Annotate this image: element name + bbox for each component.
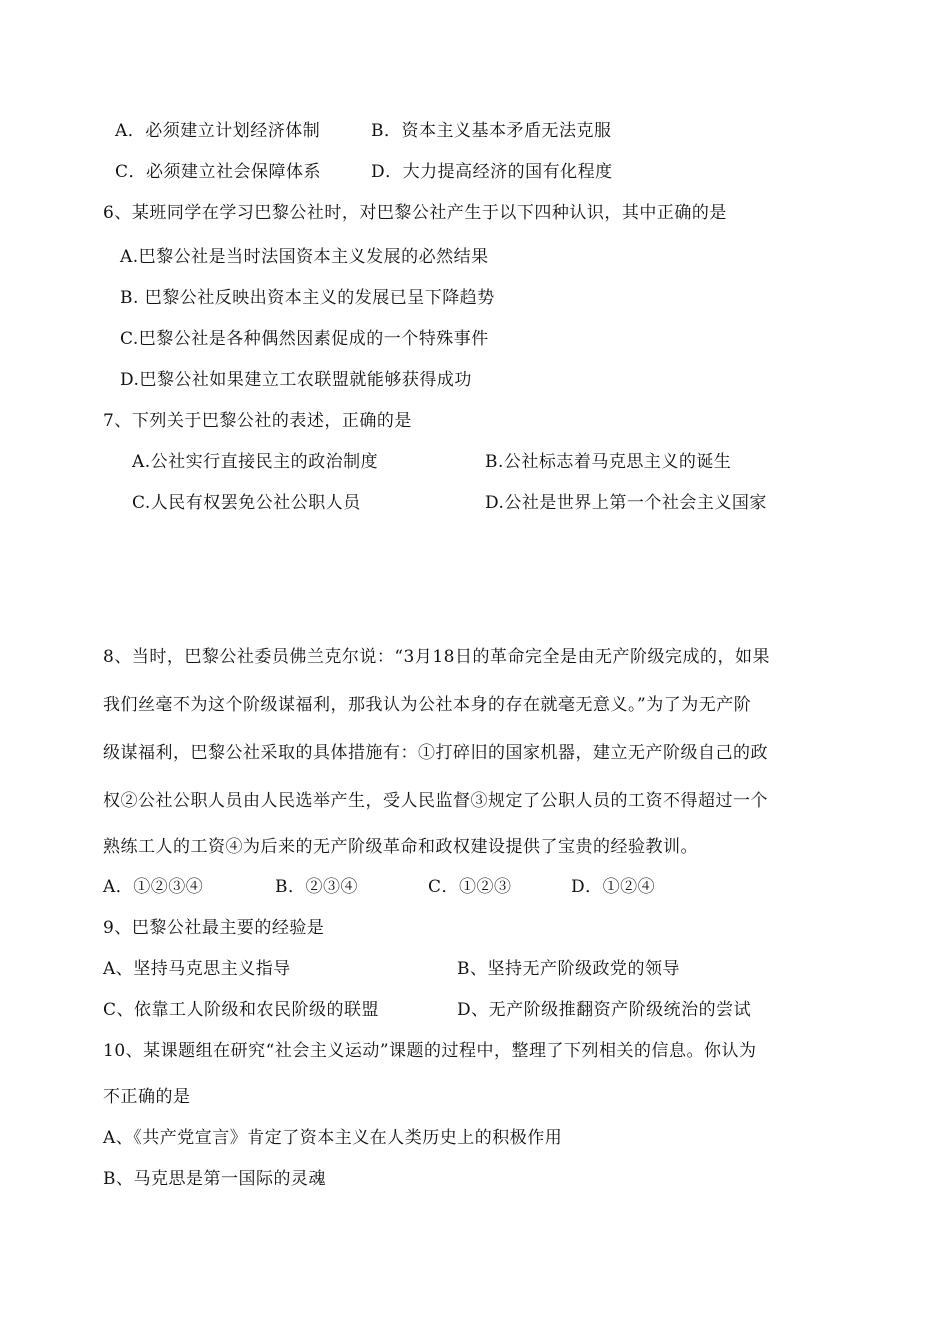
q6-option-c: C.巴黎公社是各种偶然因素促成的一个特殊事件 xyxy=(120,329,489,349)
q9-stem: 9、巴黎公社最主要的经验是 xyxy=(103,918,325,938)
q9-option-a: A、坚持马克思主义指导 xyxy=(103,959,291,979)
q7-option-a: A.公社实行直接民主的政治制度 xyxy=(132,452,379,472)
q10-stem-line-1: 10、某课题组在研究“社会主义运动”课题的过程中，整理了下列相关的信息。你认为 xyxy=(103,1041,757,1061)
q8-option-a: A．①②③④ xyxy=(103,877,204,897)
q8-stem-line-2: 我们丝毫不为这个阶级谋福利，那我认为公社本身的存在就毫无意义。”为了为无产阶 xyxy=(103,695,752,715)
q5-option-b: B．资本主义基本矛盾无法克服 xyxy=(371,121,612,141)
q7-stem: 7、下列关于巴黎公社的表述，正确的是 xyxy=(103,411,412,431)
q7-option-d: D.公社是世界上第一个社会主义国家 xyxy=(485,493,767,513)
q5-option-a: A．必须建立计划经济体制 xyxy=(115,121,321,141)
q10-option-a: A、《共产党宣言》肯定了资本主义在人类历史上的积极作用 xyxy=(103,1128,563,1148)
q9-option-b: B、坚持无产阶级政党的领导 xyxy=(457,959,680,979)
q8-stem-line-4: 权②公社公职人员由人民选举产生，受人民监督③规定了公职人员的工资不得超过一个 xyxy=(103,791,768,811)
q6-option-a: A.巴黎公社是当时法国资本主义发展的必然结果 xyxy=(120,247,489,267)
q8-stem-line-5: 熟练工人的工资④为后来的无产阶级革命和政权建设提供了宝贵的经验教训。 xyxy=(103,837,698,857)
q6-option-d: D.巴黎公社如果建立工农联盟就能够获得成功 xyxy=(120,370,472,390)
q8-option-c: C．①②③ xyxy=(428,877,512,897)
q9-option-d: D、无产阶级推翻资产阶级统治的尝试 xyxy=(457,1000,752,1020)
q8-stem-line-3: 级谋福利，巴黎公社采取的具体措施有：①打碎旧的国家机器，建立无产阶级自己的政 xyxy=(103,743,768,763)
q5-option-c: C．必须建立社会保障体系 xyxy=(115,162,322,182)
q6-option-b: B. 巴黎公社反映出资本主义的发展已呈下降趋势 xyxy=(120,288,495,308)
q5-option-d: D．大力提高经济的国有化程度 xyxy=(371,162,613,182)
q8-option-d: D．①②④ xyxy=(571,877,656,897)
q10-option-b: B、马克思是第一国际的灵魂 xyxy=(103,1169,326,1189)
q7-option-c: C.人民有权罢免公社公职人员 xyxy=(132,493,361,513)
q9-option-c: C、依靠工人阶级和农民阶级的联盟 xyxy=(103,1000,380,1020)
q8-stem-line-1: 8、当时，巴黎公社委员佛兰克尔说：“3月18日的革命完全是由无产阶级完成的，如果 xyxy=(103,647,770,667)
q8-option-b: B．②③④ xyxy=(275,877,358,897)
q10-stem-line-2: 不正确的是 xyxy=(103,1087,191,1107)
q6-stem: 6、某班同学在学习巴黎公社时，对巴黎公社产生于以下四种认识，其中正确的是 xyxy=(103,203,727,223)
q7-option-b: B.公社标志着马克思主义的诞生 xyxy=(485,452,732,472)
